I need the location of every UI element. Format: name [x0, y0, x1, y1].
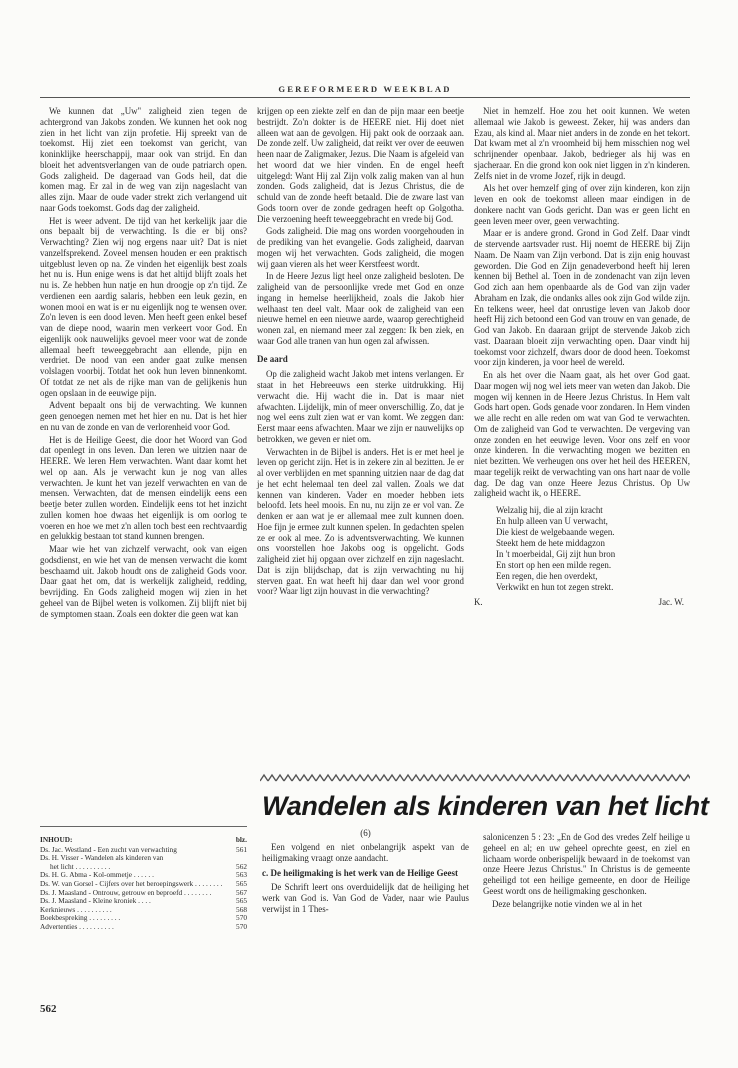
toc-entry-title: Ds. J. Maasland - Ontrouw, getrouw en beproefd . . . . . . . . — [40, 887, 212, 897]
verse-line: Steekt hem de hete middagzon — [496, 538, 605, 548]
toc-entry-title: Ds. Jac. Westland - Een zucht van verwachting — [40, 844, 177, 854]
paragraph: Als het over hemzelf ging of over zijn kinderen, kon zijn leven en ook de toekomst alleen maar eindigen in de donkere nacht van Gods gericht. Dan was er geen licht en geen leven meer over, geen verwachting. — [474, 183, 690, 226]
verse-line: Een regen, die hen overdekt, — [496, 571, 598, 581]
toc-entry-title: Ds. H. G. Abma - Kol-ommetje . . . . . . — [40, 870, 154, 880]
header-rule — [40, 97, 690, 98]
paragraph: En als het over die Naam gaat, als het over God gaat. Daar mogen wij nog wel iets meer van weten dan Jakob. Die mogen wij kennen in de Heere Jezus Christus. In Hem valt Gods hart open. Gods genade voor zondaren. In Hem vinden we alle recht en alle reden om wat van God te verwachten. Om de zaligheid van God te verwachten. De vergeving van onze zonden en het eeuwige leven. Voor ons zelf en voor onze kinderen. In die verwachting mogen we bezitten en niet bezitten. We verheugen ons over het heil des HEEREN, maar tegelijk reikt de verwachting van ons hart naar de volle dag. De dag van onze Heere Jezus Christus. Op Uw zaligheid wacht ik, o HEERE. — [474, 370, 690, 499]
paragraph: salonicenzen 5 : 23: „En de God des vredes Zelf heilige u geheel en al; en uw geheel oprechte geest, en ziel en lichaam worde onberispelijk bewaard in de toekomst van onze Heere Jezus Christus." In Christus is de gemeente geheiligd tot een heilige gemeente, en door de Heilige Geest wordt ons de heiligmaking geschonken. — [483, 832, 690, 896]
section-subheading: De aard — [257, 353, 288, 364]
verse-line: Welzalig hij, die al zijn kracht — [496, 505, 603, 515]
author-signature: Jac. W. — [658, 597, 684, 607]
running-title: GEREFORMEERD WEEKBLAD — [278, 84, 452, 94]
paragraph: Het is de Heilige Geest, die door het Woord van God dat openlegt in ons leven. Dan leren we uitzien naar de HEERE. We leren Hem verwachten. Want daar komt het wel op aan. Als je verwacht kun je nog van alles verwachten. Je kunt het van jezelf verwachten en van de mensen. Verwachten, dat de mensen eindelijk eens een beetje beter zullen worden. Eindelijk eens tot het inzicht zullen komen hoe dwaas het eigenlijk is om oorlog te voeren en hoe we met z'n allen toch best een rechtvaardig en gelukkig bestaan tot stand kunnen brengen. — [40, 434, 247, 542]
paragraph: De Schrift leert ons overduidelijk dat de heiliging het werk van God is. Van God de Vader, naar wie Paulus verwijst in 1 Thes- — [262, 882, 469, 914]
paragraph: Het is weer advent. De tijd van het kerkelijk jaar die ons bepaalt bij de verwachting. Is die er bij ons? Verwachting? Zien wij nog ergens naar uit? Dat is niet vanzelfsprekend. Zoveel mensen houden er een praktisch uitgeblust leven op na. Ze vinden het eigenlijk best zoals het nu is. Hun enige wens is dat het altijd blijft zoals het nu is. Ze hebben hun natje en hun droogje op z'n tijd. Ze verdienen een aardig salaris, hebben een leuk gezin, en wonen mooi en wat is er nu eigenlijk nog te wensen over. Zo'n leven is een dood leven. Men heeft geen enkel besef van de diepe nood, waarin men verkeert voor God. En eigenlijk ook nauwelijks gevoel meer voor wat de zonde allemaal heeft teweeggebracht aan ellende, pijn en verdriet. De nood van een ander gaat zulke mensen volslagen voorbij. Totdat het ook hun leven binnenkomt. Of totdat ze net als de rijke man van de gelijkenis hun ogen opslaan in de eeuwige pijn. — [40, 215, 247, 398]
page-number: 562 — [40, 1003, 57, 1015]
text-column-2 — [257, 106, 464, 599]
toc-entry-title: Kerknieuws . . . . . . . . . . — [40, 904, 112, 914]
article-part-number: (6) — [360, 828, 371, 838]
paragraph: Op die zaligheid wacht Jakob met intens verlangen. Er staat in het Hebreeuws een sterke uitdrukking. Hij verwacht die. Hij wacht die in. Dat is maar niet afwachten. Lijdelijk, min of meer onverschillig. Zo, dat je nog wel eens zult zien wat er van komt. We zeggen dan: Eerst maar eens afwachten. Maar we zijn er nauwelijks op betrokken, we geven er niet om. — [257, 369, 464, 444]
paragraph: Maar er is andere grond. Grond in God Zelf. Daar vindt de stervende aartsvader rust. Hij noemt de HEERE bij Zijn Naam. De Naam van Zijn verbond. Dat is zijn enig houvast geworden. Die God en Zijn genadeverbond heeft hij leren kennen bij Bethel al. Toen in de zondenacht van zijn leven God zich aan hem openbaarde als de God van zijn vader Abraham en Izak, die ondanks alles ook zijn God wilde zijn. En telkens weer, heel dat onrustige leven van Jakob door heeft Hij zich betoond een God van trouw en van genade, de God van Jakob. En daaraan grijpt de stervende Jakob zich vast. Daaraan bloeit zijn verwachting open. Daar vindt hij toekomst voor zichzelf, dwars door de dood heen. Toekomst voor zijn kinderen, ja voor heel de wereld. — [474, 228, 690, 368]
toc-entry-page: 570 — [236, 913, 247, 923]
toc-entry-page: 563 — [236, 870, 247, 880]
signature-line — [474, 597, 690, 608]
paragraph: We kunnen dat „Uw" zaligheid zien tegen de achtergrond van Jakobs zonden. We kunnen het ook nog zien in het licht van zijn profetie. Hij spreekt van de toekomst. Hij ziet een toekomst van gericht, van koninklijke heerschappij, maar ook van strijd. En dan bloeit het adventsverlangen van de oude patriarch open. Gods zaligheid. De dageraad van Gods heil, dat die komen mag. Er zal in de weg van zijn nageslacht van alles zijn. Maar de oude vader strekt zich verlangend uit naar Gods toekomst. Gods dag der zaligheid. — [40, 106, 247, 213]
paragraph: Advent bepaalt ons bij de verwachting. We kunnen geen genoegen nemen met het hier en nu. Dat is het hier en nu van de zonde en van de verlorenheid voor God. — [40, 400, 247, 432]
paragraph: In de Heere Jezus ligt heel onze zaligheid besloten. De zaligheid van de persoonlijke vrede met God en onze ingang in hemelse heerlijkheid, zoals die Jakob hier welhaast ten deel valt. Maar ook de zaligheid van een nieuwe hemel en een nieuwe aarde, waarop gerechtigheid wonen zal, en niemand meer zal zeggen: Ik ben ziek, en waar God alle tranen van hun ogen zal afwissen. — [257, 271, 464, 346]
toc-entry-title: Boekbespreking . . . . . . . . . — [40, 913, 121, 923]
toc-entry-page: 570 — [236, 921, 247, 931]
toc-entry-page: 565 — [236, 896, 247, 906]
toc-heading: INHOUD: — [40, 835, 73, 844]
decorative-divider — [260, 773, 690, 783]
toc-entry-title: Advertenties . . . . . . . . . . — [40, 921, 114, 931]
paragraph: Maar wie het van zichzelf verwacht, ook van eigen godsdienst, en wie het van de mensen verwacht die komt beschaamd uit. Jakob houdt ons de zaligheid Gods voor. Daar gaat het om, dat is werkelijk zaligheid, redding, bevrijding. En Gods zaligheid mogen wij zien in het geheel van de Bijbel weten is volkomen. Zij blijft niet bij de symptomen staan. Zoals een dokter die geen wat kan — [40, 544, 247, 619]
paragraph: Niet in hemzelf. Hoe zou het ooit kunnen. We weten allemaal wie Jakob is geweest. Zeker, hij was anders dan Ezau, als kind al. Maar niet anders in de zonde en het tekort. Dat kwam met al z'n vroomheid bij hem misschien nog wel schrijnender openbaar. Jakob, bedrieger als hij was en sjacheraar. En die grond kon ook niet liggen in z'n kinderen. Zelfs niet in de vrome Jozef, rijk in deugd. — [474, 106, 690, 181]
verse-line: In 't moerbeidal, Gij zijt hun bron — [496, 549, 616, 559]
toc-entry-page: 561 — [236, 844, 247, 854]
toc-header — [40, 836, 247, 845]
toc-page-label: blz. — [235, 835, 247, 844]
toc-entry-page: 567 — [236, 887, 247, 897]
paragraph: Een volgend en niet onbelangrijk aspekt van de heiligmaking vraagt onze aandacht. — [262, 842, 469, 863]
text-column-3 — [474, 106, 690, 608]
table-of-contents — [40, 836, 247, 932]
toc-entry-title: Ds. W. van Gorsel - Cijfers over het beroepingswerk . . . . . . . . — [40, 878, 223, 888]
verse-line: Die kiest de welgebaande wegen. — [496, 527, 615, 537]
toc-entry-title: het licht . . . . . . . . . . — [50, 861, 111, 871]
verse-line: Verkwikt en hun tot zegen strekt. — [496, 582, 614, 592]
toc-entry-title: Ds. H. Visser - Wandelen als kinderen van — [40, 853, 164, 863]
paragraph: Deze belangrijke notie vinden we al in het — [492, 898, 643, 909]
toc-entry-page: 565 — [236, 878, 247, 888]
psalm-verse — [496, 505, 690, 593]
toc-entry-title: Ds. J. Maasland - Kleine kroniek . . . . — [40, 896, 151, 906]
toc-rule — [40, 826, 247, 827]
verse-line: En hulp alleen van U verwacht, — [496, 516, 608, 526]
verse-line: En stort op hen een milde regen. — [496, 560, 612, 570]
paragraph: krijgen op een ziekte zelf en dan de pijn maar een beetje bestrijdt. Zo'n dokter is de HEERE niet. Hij doet niet alleen wat aan de gevolgen. Hij pakt ook de oorzaak aan. De zonde zelf. Uw zaligheid, dat reikt ver over de eeuwen heen naar de Zaligmaker, Jezus. Die Naam is afgeleid van het woord dat we hier vinden. En de engel heeft uitgelegd: Want Hij zal Zijn volk zalig maken van al hun zonden. Gods zaligheid, dat is Jezus Christus, die de schuld van de zonde heeft betaald. Die de zware last van Gods toorn over de zonde gedragen heeft op Golgotha. Die verzoening heeft teweeggebracht en vrede bij God. — [257, 106, 464, 224]
toc-entry[interactable] — [40, 923, 247, 932]
article-headline: Wandelen als kinderen van het licht — [262, 791, 709, 821]
toc-entry-page: 562 — [236, 861, 247, 871]
paragraph: Gods zaligheid. Die mag ons worden voorgehouden in de prediking van het evangelie. Gods zaligheid, daarvan mogen wij het verwachten. Gods zaligheid, die mogen wij gaan vieren als het weer Kerstfeest wordt. — [257, 226, 464, 269]
toc-entry-page: 568 — [236, 904, 247, 914]
article-subheading: c. De heiligmaking is het werk van de Heilige Geest — [262, 867, 458, 878]
article-column-1 — [262, 842, 469, 917]
paragraph: Verwachten in de Bijbel is anders. Het is er met heel je leven op gericht zijn. Het is in zekere zin al bezitten. Je er al over verblijden en met spanning uitzien naar de dag dat je het echt helemaal ten deel zal vallen. Zoals we dat kennen van kinderen. Vader en moeder hebben iets beloofd. Iets heel moois. En nu, nu zijn ze er vol van. Ze denken er aan wat je er allemaal mee zult kunnen doen. Hoe fijn je ermee zult kunnen spelen. In gedachten spelen ze er ook al mee. Zo is adventsverwachting. We kunnen ons voorstellen hoe Jakobs oog is opgelicht. Gods zaligheid ziet hij opgaan over zichzelf en zijn nageslacht. Dat is zijn blijdschap, dat is zijn verwachting nu hij sterven gaat. En wat heeft hij daar dan wel voor grond voor? Waar ligt zijn houvast in die verwachting? — [257, 446, 464, 597]
text-column-1 — [40, 106, 247, 621]
article-column-2 — [483, 832, 690, 911]
signature-left: K. — [474, 597, 483, 607]
